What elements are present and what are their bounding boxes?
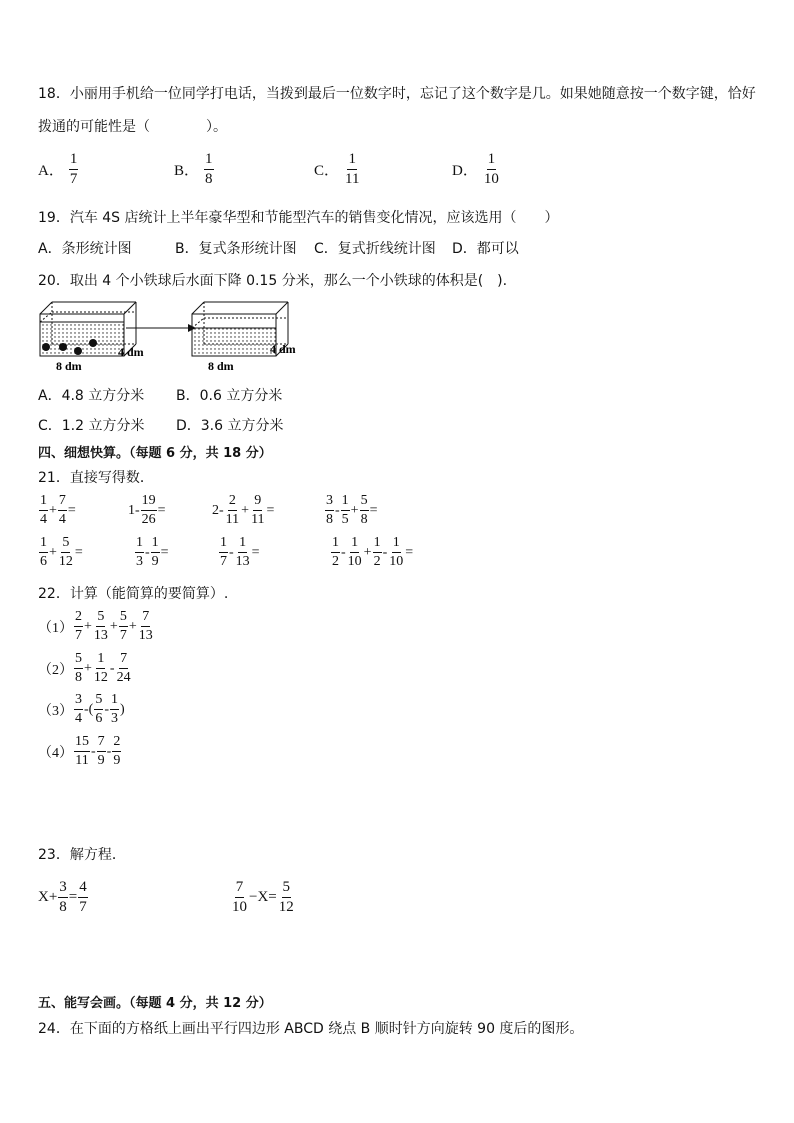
q20-option-b[interactable]: B．0.6 立方分米 — [176, 388, 283, 404]
option-label: D． — [452, 163, 478, 179]
height-label-after: 4 dm — [270, 342, 296, 356]
fraction — [69, 152, 79, 187]
item-label: （4） — [38, 745, 73, 761]
q24-text: 24．在下面的方格纸上画出平行四边形 ABCD 绕点 B 顺时针方向旋转 90 度后的图形。 — [38, 1021, 584, 1037]
q21-item-3: 2- $\frac{2}{11}$ + $\frac{9}{11}$ = — [212, 493, 275, 527]
q20-option-d[interactable]: D．3.6 立方分米 — [176, 418, 284, 434]
item-label: （1） — [38, 620, 73, 636]
option-label: C． — [314, 163, 340, 179]
q21-item-7: $\frac{1}{7}$ - $\frac{1}{13}$ = — [220, 535, 260, 569]
q19-text: 19．汽车 4S 店统计上半年豪华型和节能型汽车的销售变化情况，应该选用（ ） — [38, 210, 559, 226]
q19-option-d[interactable]: D．都可以 — [452, 241, 519, 257]
fraction — [204, 152, 214, 187]
item-label: （2） — [38, 662, 73, 678]
q22-text: 22．计算（能简算的要简算）. — [38, 586, 229, 602]
q18-option-d[interactable] — [452, 152, 501, 187]
item-label: （3） — [38, 703, 73, 719]
q20-option-a[interactable]: A．4.8 立方分米 — [38, 388, 145, 404]
numerator: 1 — [69, 152, 79, 170]
q19-option-c[interactable]: C．复式折线统计图 — [314, 241, 436, 257]
length-label-before: 8 dm — [56, 359, 82, 373]
q21-text: 21．直接写得数． — [38, 470, 154, 486]
q23-equation-2: $\frac{7}{10}$ −X= $\frac{5}{12}$ — [232, 879, 294, 915]
option-label: B． — [174, 163, 200, 179]
q23-text: 23．解方程． — [38, 847, 126, 863]
iron-ball — [59, 343, 67, 351]
denominator: 11 — [345, 171, 360, 187]
q22-item-2: （2） $\frac{5}{8}$ + $\frac{1}{12}$ - $\frac{7}{24}$ — [38, 651, 131, 685]
q19-option-a[interactable]: A．条形统计图 — [38, 241, 132, 257]
option-label: A． — [38, 163, 64, 179]
q18-option-c[interactable] — [314, 152, 361, 187]
q20-text: 20．取出 4 个小铁球后水面下降 0.15 分米，那么一个小铁球的体积是( ). — [38, 273, 508, 289]
iron-ball — [74, 347, 82, 355]
q22-item-1: （1） $\frac{2}{7}$ + $\frac{5}{13}$ + $\frac{5}{7}$ + $\frac{7}{13}$ — [38, 609, 153, 643]
denominator: 10 — [483, 171, 499, 187]
length-label-after: 8 dm — [208, 359, 234, 373]
height-label-before: 4 dm — [118, 345, 144, 359]
q22-item-4: （4） $\frac{15}{11}$ - $\frac{7}{9}$ - $\frac{2}{9}$ — [38, 734, 121, 768]
q18-option-b[interactable] — [174, 152, 215, 187]
q21-item-2: 1- $\frac{19}{26}$ = — [128, 493, 166, 527]
denominator: 7 — [69, 171, 78, 187]
q20-figure — [30, 296, 320, 376]
numerator: 1 — [347, 152, 357, 170]
fraction — [483, 152, 500, 187]
q18-line1: 18．小丽用手机给一位同学打电话，当拨到最后一位数字时，忘记了这个数字是几。如果她随意按一个数字键，恰好 — [38, 86, 756, 102]
q22-item-3: （3） $\frac{3}{4}$ -( $\frac{5}{6}$ - $\frac{1}{3}$ ) — [38, 692, 125, 726]
q21-item-1: $\frac{1}{4}$ + $\frac{7}{4}$ = — [40, 493, 76, 527]
denominator: 8 — [205, 171, 213, 187]
section-4-title: 四、细想快算。（每题 6 分，共 18 分） — [38, 446, 272, 461]
q18-option-a[interactable] — [38, 152, 79, 187]
q19-option-b[interactable]: B．复式条形统计图 — [175, 241, 297, 257]
q23-equation-1: X+ $\frac{3}{8}$ = $\frac{4}{7}$ — [38, 879, 87, 915]
iron-ball — [42, 343, 50, 351]
iron-ball — [89, 339, 97, 347]
fraction — [344, 152, 360, 187]
q18-line2: 拨通的可能性是（ ）。 — [38, 119, 227, 135]
numerator: 1 — [487, 152, 497, 170]
q20-option-c[interactable]: C．1.2 立方分米 — [38, 418, 145, 434]
q21-item-8: $\frac{1}{2}$ - $\frac{1}{10}$ + $\frac{1}{2}$ - $\frac{1}{10}$ = — [332, 535, 414, 569]
numerator: 1 — [204, 152, 214, 170]
q21-item-4: $\frac{3}{8}$ - $\frac{1}{5}$ + $\frac{5}{8}$ = — [326, 493, 378, 527]
section-5-title: 五、能写会画。（每题 4 分，共 12 分） — [38, 996, 272, 1011]
q21-item-5: $\frac{1}{6}$ + $\frac{5}{12}$ = — [40, 535, 83, 569]
q21-item-6: $\frac{1}{3}$ - $\frac{1}{9}$ = — [136, 535, 169, 569]
